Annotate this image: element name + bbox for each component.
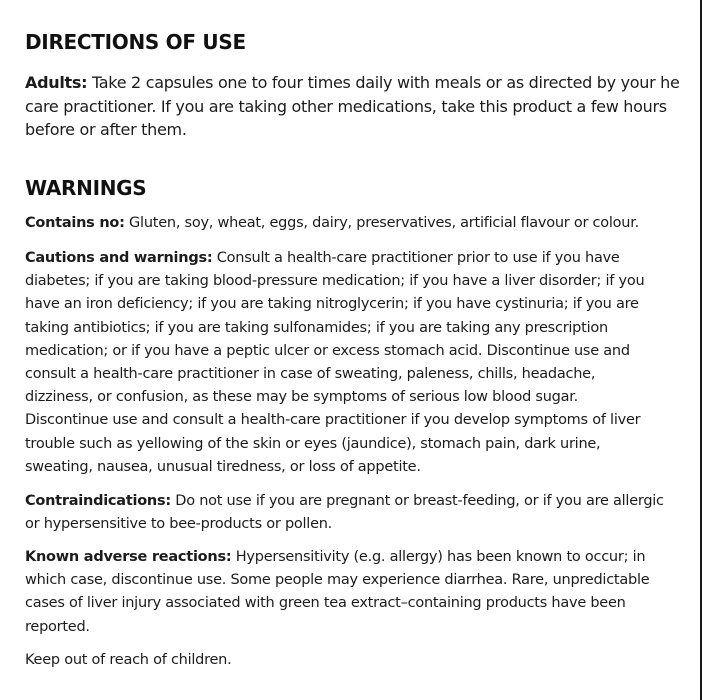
adverse-line-2: which case, discontinue use. Some people may experience diarrhea. Rare, unpredictable (25, 572, 650, 589)
contra-line-2: or hypersensitive to bee-products or pollen. (25, 516, 333, 533)
keep-out-of-reach-text: Keep out of reach of children. (25, 652, 232, 668)
cautions-line-7: dizziness, or confusion, as these may be symptoms of serious low blood sugar. (25, 389, 578, 406)
contains-no-paragraph (25, 212, 639, 235)
cautions-line-6: consult a health-care practitioner in case of sweating, paleness, chills, headache, (25, 366, 596, 383)
contains-no-line (25, 212, 639, 235)
cautions-line-1-text: Consult a health-care practitioner prior to use if you have (212, 250, 620, 266)
cautions-line-5: medication; or if you have a peptic ulcer or excess stomach acid. Discontinue use and (25, 342, 630, 359)
contains-no-text: Gluten, soy, wheat, eggs, dairy, preservatives, artificial flavour or colour. (124, 215, 639, 231)
cautions-line-8: Discontinue use and consult a health-care practitioner if you develop symptoms of liver (25, 412, 641, 429)
contains-no-label: Contains no: (25, 215, 125, 231)
adverse-line-4: reported. (25, 618, 90, 635)
cautions-line-4: taking antibiotics; if you are taking sulfonamides; if you are taking any prescription (25, 319, 608, 336)
contraindications-paragraph (25, 490, 664, 536)
directions-line-3: before or after them. (25, 120, 187, 139)
contraindications-label: Contraindications: (25, 493, 171, 509)
cautions-line-9: trouble such as yellowing of the skin or eyes (jaundice), stomach pain, dark urine, (25, 435, 601, 452)
directions-line-1-text: Take 2 capsules one to four times daily with meals or as directed by your he (87, 73, 680, 92)
cautions-paragraph (25, 247, 644, 479)
warnings-heading: WARNINGS (25, 176, 147, 200)
adverse-reactions-paragraph (25, 546, 649, 639)
directions-adults-paragraph (25, 71, 680, 142)
directions-heading: DIRECTIONS OF USE (25, 30, 246, 54)
adverse-reactions-label: Known adverse reactions: (25, 549, 232, 565)
adverse-line-3: cases of liver injury associated with green tea extract–containing products have been (25, 595, 626, 612)
cautions-line-10: sweating, nausea, unusual tiredness, or loss of appetite. (25, 458, 421, 475)
cautions-line-1 (25, 247, 644, 270)
adverse-line-1 (25, 546, 649, 569)
adverse-line-1-text: Hypersensitivity (e.g. allergy) has been known to occur; in (231, 549, 646, 565)
contra-line-1-text: Do not use if you are pregnant or breast-feeding, or if you are allergic (170, 493, 664, 509)
contra-line-1 (25, 490, 664, 513)
directions-line-1 (25, 71, 680, 95)
cautions-line-3: have an iron deficiency; if you are taking nitroglycerin; if you have cystinuria; if you are (25, 296, 639, 313)
cautions-label: Cautions and warnings: (25, 250, 213, 266)
directions-line-2: care practitioner. If you are taking other medications, take this product a few hours (25, 96, 667, 116)
cautions-line-2: diabetes; if you are taking blood-pressure medication; if you have a liver disorder; if you (25, 273, 645, 290)
adults-label: Adults: (25, 73, 88, 92)
